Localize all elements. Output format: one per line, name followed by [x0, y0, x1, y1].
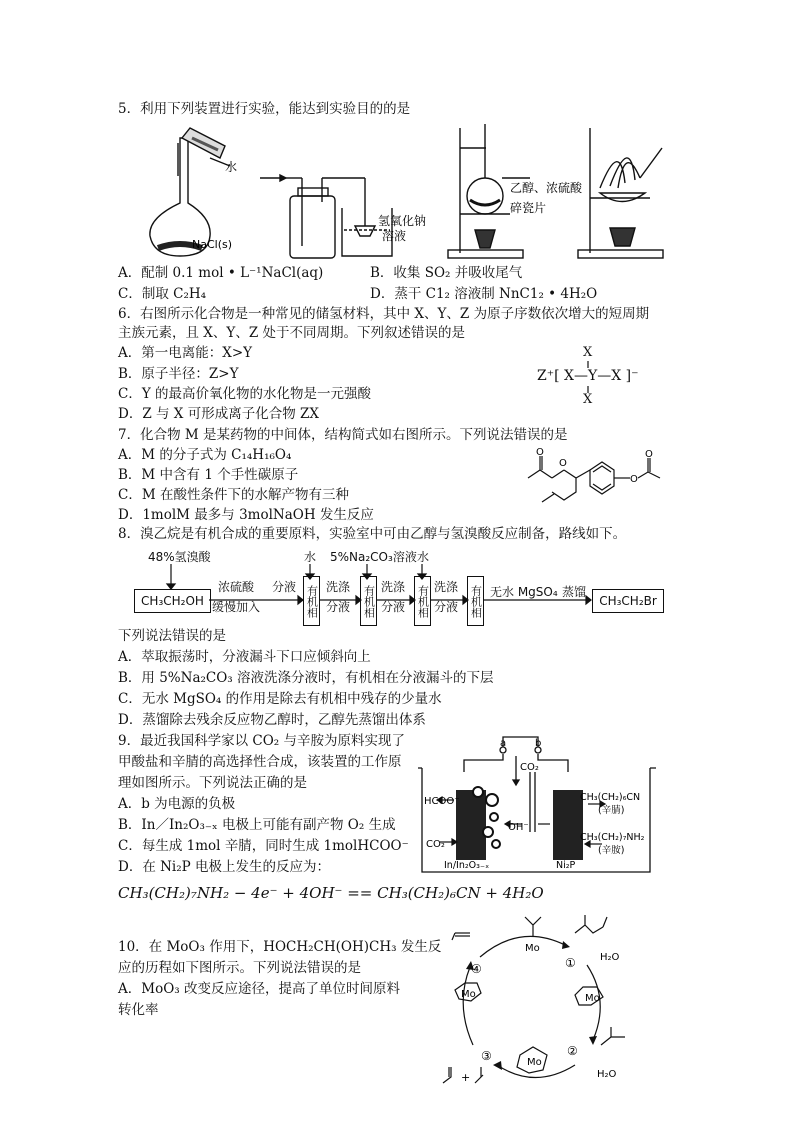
terminal-a: a	[500, 738, 507, 749]
q8-stem: 8．溴乙烷是有机合成的重要原料，实验室中可由乙醇与氢溴酸反应制备，路线如下。	[118, 526, 627, 542]
q7-stem: 7．化合物 M 是某药物的中间体，结构简式如右图所示。下列说法错误的是	[118, 427, 568, 443]
q8-option-d: D．蒸馏除去残余反应物乙醇时，乙醇先蒸馏出体系	[118, 712, 426, 728]
mo-center-right: Mo	[585, 993, 600, 1004]
q6-stem-line2: 主族元素，且 X、Y、Z 处于不同周期。下列叙述错误的是	[118, 325, 465, 341]
q6-option-d: D．Z 与 X 可形成离子化合物 ZX	[118, 406, 319, 422]
label-nitrile-cn: (辛腈)	[598, 805, 625, 816]
q10-catalytic-cycle	[425, 905, 665, 1110]
flow-start-box: CH₃CH₂OH	[134, 589, 211, 613]
label-nitrile: CH₃(CH₂)₆CN	[580, 792, 641, 803]
flow-xidi2: 洗涤	[381, 580, 406, 594]
q7-option-b: B．M 中含有 1 个手性碳原子	[118, 467, 299, 483]
flow-fenye3: 分液	[381, 600, 406, 614]
plus-sign: +	[461, 1071, 471, 1084]
label-oh: OH⁻	[508, 822, 529, 833]
struct-bonds	[582, 360, 596, 396]
svg-text:O: O	[645, 449, 653, 460]
left-electrode	[456, 790, 486, 860]
q5-stem: 5．利用下列装置进行实验，能达到实验目的的是	[118, 101, 411, 117]
flow-water2: 水	[417, 550, 430, 564]
label-naoh2: 溶液	[382, 229, 407, 243]
flow-organic4: 有机相	[467, 576, 484, 626]
svg-text:O: O	[559, 458, 567, 469]
label-left-electrode: In/In₂O₃₋ₓ	[444, 860, 490, 871]
label-amine-cn: (辛胺)	[598, 845, 625, 856]
q8-sub: 下列说法错误的是	[118, 628, 226, 644]
flow-na2co3: 5%Na₂CO₃溶液	[330, 550, 417, 564]
q6-option-b: B．原子半径：Z>Y	[118, 366, 239, 382]
flow-organic3: 有机相	[414, 576, 431, 626]
flow-slow: 缓慢加入	[212, 600, 261, 614]
q9-option-b: B．In／In₂O₃₋ₓ 电极上可能有副产物 O₂ 生成	[118, 817, 396, 833]
q5-option-b: B．收集 SO₂ 并吸收尾气	[370, 265, 523, 281]
q5-option-c: C．制取 C₂H₄	[118, 286, 207, 302]
q6-option-c: C．Y 的最高价氧化物的水化物是一元强酸	[118, 386, 372, 402]
q9-stem-line2: 甲酸盐和辛腈的高选择性合成，该装置的工作原	[118, 754, 402, 770]
volumetric-flask-apparatus	[150, 128, 233, 256]
flow-water1: 水	[304, 550, 317, 564]
flow-fenye2: 分液	[326, 600, 351, 614]
svg-text:O: O	[630, 474, 638, 485]
label-amine: CH₃(CH₂)₇NH₂	[580, 832, 645, 843]
flow-h2so4: 浓硫酸	[218, 580, 255, 594]
mo-center-bottom: Mo	[527, 1057, 542, 1068]
q9-option-a: A．b 为电源的负极	[118, 796, 236, 812]
flow-xidi3: 洗涤	[434, 580, 459, 594]
q7-molecule-structure	[520, 448, 690, 518]
flow-organic1: 有机相	[303, 576, 320, 626]
q9-electrolysis-cell	[418, 732, 658, 878]
label-chips: 碎瓷片	[510, 201, 547, 215]
q9-stem-line1: 9．最近我国科学家以 CO₂ 与辛胺为原料实现了	[118, 733, 405, 749]
gas-collection-apparatus	[260, 175, 392, 258]
q9-option-c: C．每生成 1mol 辛腈，同时生成 1molHCOO⁻	[118, 838, 409, 854]
q6-option-a: A．第一电离能：X>Y	[118, 345, 253, 361]
q8-option-b: B．用 5%Na₂CO₃ 溶液洗涤分液时，有机相在分液漏斗的下层	[118, 670, 494, 686]
q9-equation: CH₃(CH₂)₇NH₂ − 4e⁻ + 4OH⁻ == CH₃(CH₂)₆CN + 4H₂O	[118, 884, 544, 902]
q7-option-d: D．1molM 最多与 3molNaOH 发生反应	[118, 507, 374, 523]
label-hcoo: HCOO⁻	[424, 796, 460, 807]
flow-organic2: 有机相	[360, 576, 377, 626]
q8-option-a: A．萃取振荡时，分液漏斗下口应倾斜向上	[118, 649, 371, 665]
q5-apparatus-figure	[130, 118, 670, 263]
label-co2: CO₂	[426, 839, 445, 850]
flow-mgso4: 无水 MgSO₄	[490, 585, 558, 599]
step-3: ③	[481, 1049, 492, 1063]
q8-option-c: C．无水 MgSO₄ 的作用是除去有机相中残存的少量水	[118, 691, 442, 707]
q10-stem-line2: 应的历程如下图所示。下列说法错误的是	[118, 960, 361, 976]
svg-text:O: O	[536, 448, 544, 458]
flow-xidi1: 洗涤	[326, 580, 351, 594]
struct-middle: Z⁺[ X—Y—X ]⁻	[537, 368, 639, 384]
label-naoh1: 氢氧化钠	[378, 214, 427, 228]
label-water: 水	[225, 160, 238, 174]
h2o-1: H₂O	[600, 952, 620, 963]
struct-bottom-x: X	[583, 392, 593, 407]
label-ethanol: 乙醇、浓硫酸	[510, 181, 583, 195]
q9-option-d: D．在 Ni₂P 电极上发生的反应为：	[118, 859, 331, 875]
q9-stem-line3: 理如图所示。下列说法正确的是	[118, 775, 307, 791]
flow-arrows	[130, 558, 670, 628]
q10-stem-line1: 10．在 MoO₃ 作用下，HOCH₂CH(OH)CH₃ 发生反	[118, 939, 442, 955]
flow-fenye1: 分液	[272, 580, 297, 594]
q7-option-c: C．M 在酸性条件下的水解产物有三种	[118, 487, 349, 503]
label-co2-top: CO₂	[520, 762, 539, 773]
terminal-b: b	[535, 738, 542, 749]
step-1: ①	[565, 956, 576, 970]
q6-stem-line1: 6．右图所示化合物是一种常见的储氢材料，其中 X、Y、Z 为原子序数依次增大的短周期	[118, 306, 650, 322]
q5-option-d: D．蒸干 C1₂ 溶液制 NnC1₂ • 4H₂O	[370, 286, 598, 302]
flow-product-box: CH₃CH₂Br	[592, 589, 664, 613]
mo-center-left: Mo	[461, 989, 476, 1000]
h2o-2: H₂O	[597, 1069, 617, 1080]
flow-fenye4: 分液	[434, 600, 459, 614]
evaporation-apparatus	[578, 128, 663, 258]
q10-option-a-line2: 转化率	[118, 1002, 159, 1018]
flow-hbr: 48%氢溴酸	[148, 550, 211, 564]
label-right-electrode: Ni₂P	[556, 860, 576, 871]
label-nacl: NaCl(s)	[192, 238, 233, 251]
q7-option-a: A．M 的分子式为 C₁₄H₁₆O₄	[118, 447, 292, 463]
step-2: ②	[567, 1044, 578, 1058]
step-4: ④	[471, 962, 482, 976]
q5-option-a: A．配制 0.1 mol • L⁻¹NaCl(aq)	[118, 265, 324, 281]
mo-center-top: Mo	[525, 943, 540, 954]
flow-distill: 蒸馏	[562, 585, 587, 599]
struct-top-x: X	[583, 345, 593, 360]
right-electrode	[553, 790, 583, 860]
q10-option-a-line1: A．MoO₃ 改变反应途径，提高了单位时间原料	[118, 981, 400, 997]
